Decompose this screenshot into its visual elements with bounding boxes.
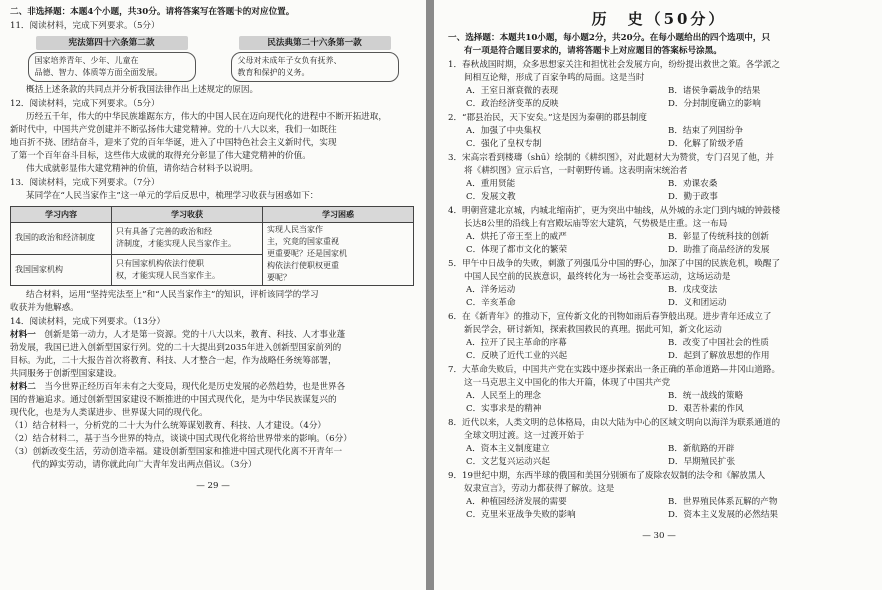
answer-option: D．助推了商品经济的发展 xyxy=(668,245,770,255)
question-stem: 新民学会，研讨新知，探索救国救民的真理。据此可知，新文化运动 xyxy=(464,325,722,335)
q13-ask: 收获并为他解惑。 xyxy=(10,303,79,313)
answer-option: C．强化了皇权专制 xyxy=(466,139,542,149)
table-cell-confusion xyxy=(263,223,414,286)
q13-title: 13．阅读材料，完成下列要求。（7分） xyxy=(10,178,160,188)
answer-option: C．克里米亚战争失败的影响 xyxy=(466,510,576,520)
q13-intro: 某同学在“人民当家作主”这一单元的学后反思中，梳理学习收获与困惑如下： xyxy=(26,191,319,201)
section-heading-left: 二、非选择题：本题4个小题，共30分。请将答案写在答题卡的对应位置。 xyxy=(10,7,295,17)
option-row xyxy=(448,284,870,297)
question-stem: 1．春秋战国时期，众多思想家关注和担忧社会发展方向，纷纷提出救世之策。各学派之 xyxy=(448,60,781,70)
section-heading-right: 一、选择题：本题共10小题，每小题2分，共20分。在每小题给出的四个选项中，只 xyxy=(448,33,771,43)
table-cell: 我国的政治和经济制度 xyxy=(11,223,112,255)
question-stem: 4．明朝营建北京城，内城北缩南扩，更为突出中轴线，从外城的永定门到内城的钟鼓楼 xyxy=(448,206,781,216)
material-text-line: 勃发展，我国已进入创新型国家行列。党的二十大提出到2035年进入创新型国家前列的 xyxy=(10,343,342,353)
mc-question xyxy=(448,112,870,151)
q14-sub-question: （2）结合材料二，基于当今世界的特点，谈谈中国式现代化将给世界带来的影响。（6分） xyxy=(10,434,352,444)
answer-option: D．艰苦朴素的作风 xyxy=(668,404,744,414)
exam-page-right xyxy=(434,0,882,590)
answer-option: D．勤于政事 xyxy=(668,192,718,202)
q12-text-line: 地百折不挠、团结奋斗，迎来了党的百年华诞，进入了中国特色社会主义新时代，实现 xyxy=(10,138,337,148)
answer-option: D．义和团运动 xyxy=(668,298,727,308)
option-row xyxy=(448,403,870,416)
answer-option: A．拉开了民主革命的序幕 xyxy=(466,338,567,348)
option-row xyxy=(448,244,870,257)
cell-line: 要呢？ xyxy=(267,273,291,282)
q11-title: 11．阅读材料，完成下列要求。（5分） xyxy=(10,21,160,31)
law-text-line: 品德、智力、体质等方面全面发展。 xyxy=(34,68,163,77)
material-text-line: 目标。为此，二十大报告首次将教育、科技、人才整合一起，作为战略任务统筹部署， xyxy=(10,356,337,366)
material-text-line: 共同服务于创新型国家建设。 xyxy=(10,369,122,379)
answer-option: A．人民至上的理念 xyxy=(466,391,541,401)
question-stem: 长达8公里的沿线上有宫殿坛庙等宏大建筑，气势极是庄重。这一布局 xyxy=(464,219,728,229)
law-text-line: 教育和保护的义务。 xyxy=(237,68,310,77)
answer-option: A．烘托了帝王至上的威严 xyxy=(466,232,567,242)
answer-option: D．资本主义发展的必然结果 xyxy=(668,510,779,520)
cell-line: 构依法行使职权更重 xyxy=(267,261,339,270)
material-label: 材料一 xyxy=(10,330,36,340)
law-excerpt-constitution xyxy=(28,36,196,82)
study-notes-table xyxy=(10,206,414,286)
q14-sub-question: （1）结合材料一，分析党的二十大为什么统筹谋划教育、科技、人才建设。（4分） xyxy=(10,421,327,431)
table-row xyxy=(11,223,414,255)
q14-title: 14．阅读材料，完成下列要求。（13分） xyxy=(10,317,166,327)
question-stem: 将《耕织图》宣示后宫，一时朝野传诵。这表明南宋统治者 xyxy=(464,166,688,176)
option-row xyxy=(448,443,870,456)
mc-question xyxy=(448,311,870,363)
question-stem: 这一马克思主义中国化的伟大开篇，体现了中国共产党 xyxy=(464,378,671,388)
answer-option: C．文艺复兴运动兴起 xyxy=(466,457,550,467)
q13-ask: 结合材料，运用“坚持宪法至上”和“人民当家作主”的知识，评析该同学的学习 xyxy=(26,290,319,300)
material-text-line: 国的普遍追求。通过创新型国家建设不断推进的中国式现代化，是为中华民族谋复兴的 xyxy=(10,395,337,405)
answer-option: B．诸侯争霸战争的结果 xyxy=(668,86,761,96)
question-stem: 全球文明过渡。这一过渡开始于 xyxy=(464,431,585,441)
answer-option: D．早期殖民扩张 xyxy=(668,457,736,467)
mc-question xyxy=(448,258,870,310)
answer-option: D．化解了阶级矛盾 xyxy=(668,139,744,149)
table-cell: 我国国家机构 xyxy=(11,254,112,286)
answer-option: C．发展文教 xyxy=(466,192,516,202)
mc-question xyxy=(448,152,870,204)
answer-option: A．王室日渐衰微的表现 xyxy=(466,86,559,96)
q12-text-line: 了第一个百年奋斗目标，这些伟大成就的取得充分彰显了伟大建党精神的价值。 xyxy=(10,151,311,161)
option-row xyxy=(448,98,870,111)
material-text-line: 现代化，也是为人类谋进步、世界谋大同的现代化。 xyxy=(10,408,208,418)
question-stem: 3．宋高宗看到楼璹（shū）绘制的《耕织图》，对此题材大为赞赏，专门召见了他，并 xyxy=(448,153,775,163)
option-row xyxy=(448,125,870,138)
law-text-line: 父母对未成年子女负有抚养、 xyxy=(237,56,342,65)
cell-line: 只有国家机构依法行使职 xyxy=(116,258,204,268)
law-text-box xyxy=(231,52,399,82)
option-row xyxy=(448,191,870,204)
question-stem: 7．大革命失败后，中国共产党在实践中逐步探索出一条正确的革命道路—井冈山道路。 xyxy=(448,365,781,375)
answer-option: D．分封制度确立的影响 xyxy=(668,99,761,109)
option-row xyxy=(448,297,870,310)
cell-line: 只有具备了完善的政治和经 xyxy=(116,227,212,237)
answer-option: C．辛亥革命 xyxy=(466,298,516,308)
section-heading-right: 有一项是符合题目要求的，请将答题卡上对应题目的答案标号涂黑。 xyxy=(464,46,722,56)
answer-option: A．洋务运动 xyxy=(466,285,516,295)
question-stem: 中国人民空前的民族意识，最终转化为一场社会变革运动，这场运动是 xyxy=(464,272,731,282)
q12-text-line: 历经五千年，伟大的中华民族雄踞东方，伟大的中国人民在迈向现代化的进程中不断开拓进取， xyxy=(26,112,387,122)
option-row xyxy=(448,85,870,98)
option-row xyxy=(448,337,870,350)
q12-text-line: 新时代中，中国共产党创建并不断弘扬伟大建党精神。党的十八大以来，我们一如既往 xyxy=(10,125,337,135)
option-row xyxy=(448,138,870,151)
law-excerpt-civil-code xyxy=(231,36,399,82)
option-row xyxy=(448,350,870,363)
question-stem: 9．19世纪中期，东西半球的俄国和美国分别颁布了废除农奴制的法令和《解放黑人 xyxy=(448,471,766,481)
answer-option: B．世界殖民体系瓦解的产物 xyxy=(668,497,778,507)
option-row xyxy=(448,496,870,509)
law-title: 宪法第四十六条第二款 xyxy=(36,36,188,50)
answer-option: B．改变了中国社会的性质 xyxy=(668,338,769,348)
subject-title: 历 史（50分） xyxy=(591,10,727,28)
page-number-right: — 30 — xyxy=(642,531,676,541)
q12-ask: 伟大成就彰显伟大建党精神的价值，请你结合材料予以说明。 xyxy=(26,164,259,174)
option-row xyxy=(448,509,870,522)
cell-line: 更重要呢？还是国家机 xyxy=(267,249,347,258)
answer-option: B．统一战线的策略 xyxy=(668,391,744,401)
mc-question xyxy=(448,417,870,469)
material-text-line: 创新是第一动力，人才是第一资源。党的十八大以来，教育、科技、人才事业蓬 xyxy=(44,330,346,340)
question-list xyxy=(448,59,870,522)
question-stem: 8．近代以来，人类文明的总体格局，由以大陆为中心的区域文明向以海洋为联系通道的 xyxy=(448,418,781,428)
answer-option: B．戊戌变法 xyxy=(668,285,718,295)
option-row xyxy=(448,390,870,403)
answer-option: C．实事求是的精神 xyxy=(466,404,542,414)
page-number-left: — 29 — xyxy=(196,481,230,491)
q11-ask: 概括上述条款的共同点并分析我国法律作出上述规定的原因。 xyxy=(26,85,259,95)
answer-option: D．起到了解放思想的作用 xyxy=(668,351,770,361)
cell-line: 济制度，才能实现人民当家作主。 xyxy=(116,239,236,249)
mc-question xyxy=(448,470,870,522)
answer-option: B．结束了列国纷争 xyxy=(668,126,744,136)
law-excerpts xyxy=(10,36,416,82)
answer-option: A．加强了中央集权 xyxy=(466,126,541,136)
answer-option: A．重用贤能 xyxy=(466,179,516,189)
table-cell xyxy=(112,223,263,255)
q12-title: 12．阅读材料，完成下列要求。（5分） xyxy=(10,99,160,109)
answer-option: A．种植园经济发展的需要 xyxy=(466,497,567,507)
material-label: 材料二 xyxy=(10,382,36,392)
answer-option: C．体现了都市文化的繁荣 xyxy=(466,245,568,255)
mc-question xyxy=(448,364,870,416)
answer-option: C．反映了近代工业的兴起 xyxy=(466,351,568,361)
answer-option: B．彰显了传统科技的创新 xyxy=(668,232,769,242)
answer-option: B．劝课农桑 xyxy=(668,179,718,189)
table-header: 学习收获 xyxy=(112,207,263,223)
cell-line: 实现人民当家作 xyxy=(267,225,323,234)
exam-page-left xyxy=(0,0,426,590)
question-stem: 6．在《新青年》的推动下，宣传新文化的刊物如雨后春笋般出现。进步青年还成立了 xyxy=(448,312,772,322)
option-row xyxy=(448,231,870,244)
table-cell xyxy=(112,254,263,286)
answer-option: A．资本主义制度建立 xyxy=(466,444,550,454)
question-stem: 5．甲午中日战争的失败，刺激了列强瓜分中国的野心，加深了中国的民族危机，唤醒了 xyxy=(448,259,781,269)
table-header: 学习困惑 xyxy=(263,207,414,223)
table-header: 学习内容 xyxy=(11,207,112,223)
mc-question xyxy=(448,59,870,111)
question-stem: 间相互论辩，形成了百家争鸣的局面。这是当时 xyxy=(464,73,645,83)
cell-line: 主，究竟的国家重视 xyxy=(267,237,339,246)
mc-question xyxy=(448,205,870,257)
law-text-line: 国家培养青年、少年、儿童在 xyxy=(34,56,139,65)
option-row xyxy=(448,456,870,469)
material-text-line: 当今世界正经历百年未有之大变局，现代化是历史发展的必然趋势，也是世界各 xyxy=(44,382,346,392)
answer-option: C．政治经济变革的反映 xyxy=(466,99,559,109)
law-title: 民法典第二十六条第一款 xyxy=(239,36,391,50)
cell-line: 权，才能实现人民当家作主。 xyxy=(116,270,220,280)
q14-sub-question: （3）创新改变生活，劳动创造幸福。建设创新型国家和推进中国式现代化离不开青年一 xyxy=(10,447,343,457)
q14-sub-question: 代的踔实劳动，请你就此向广大青年发出两点倡议。（3分） xyxy=(32,460,257,470)
answer-option: B．新航路的开辟 xyxy=(668,444,735,454)
law-text-box xyxy=(28,52,196,82)
option-row xyxy=(448,178,870,191)
question-stem: 奴隶宣言》，劳动力都获得了解放。这是 xyxy=(464,484,615,494)
question-stem: 2．“郡县治民，天下安矣。”这是因为秦朝的郡县制度 xyxy=(448,113,648,123)
